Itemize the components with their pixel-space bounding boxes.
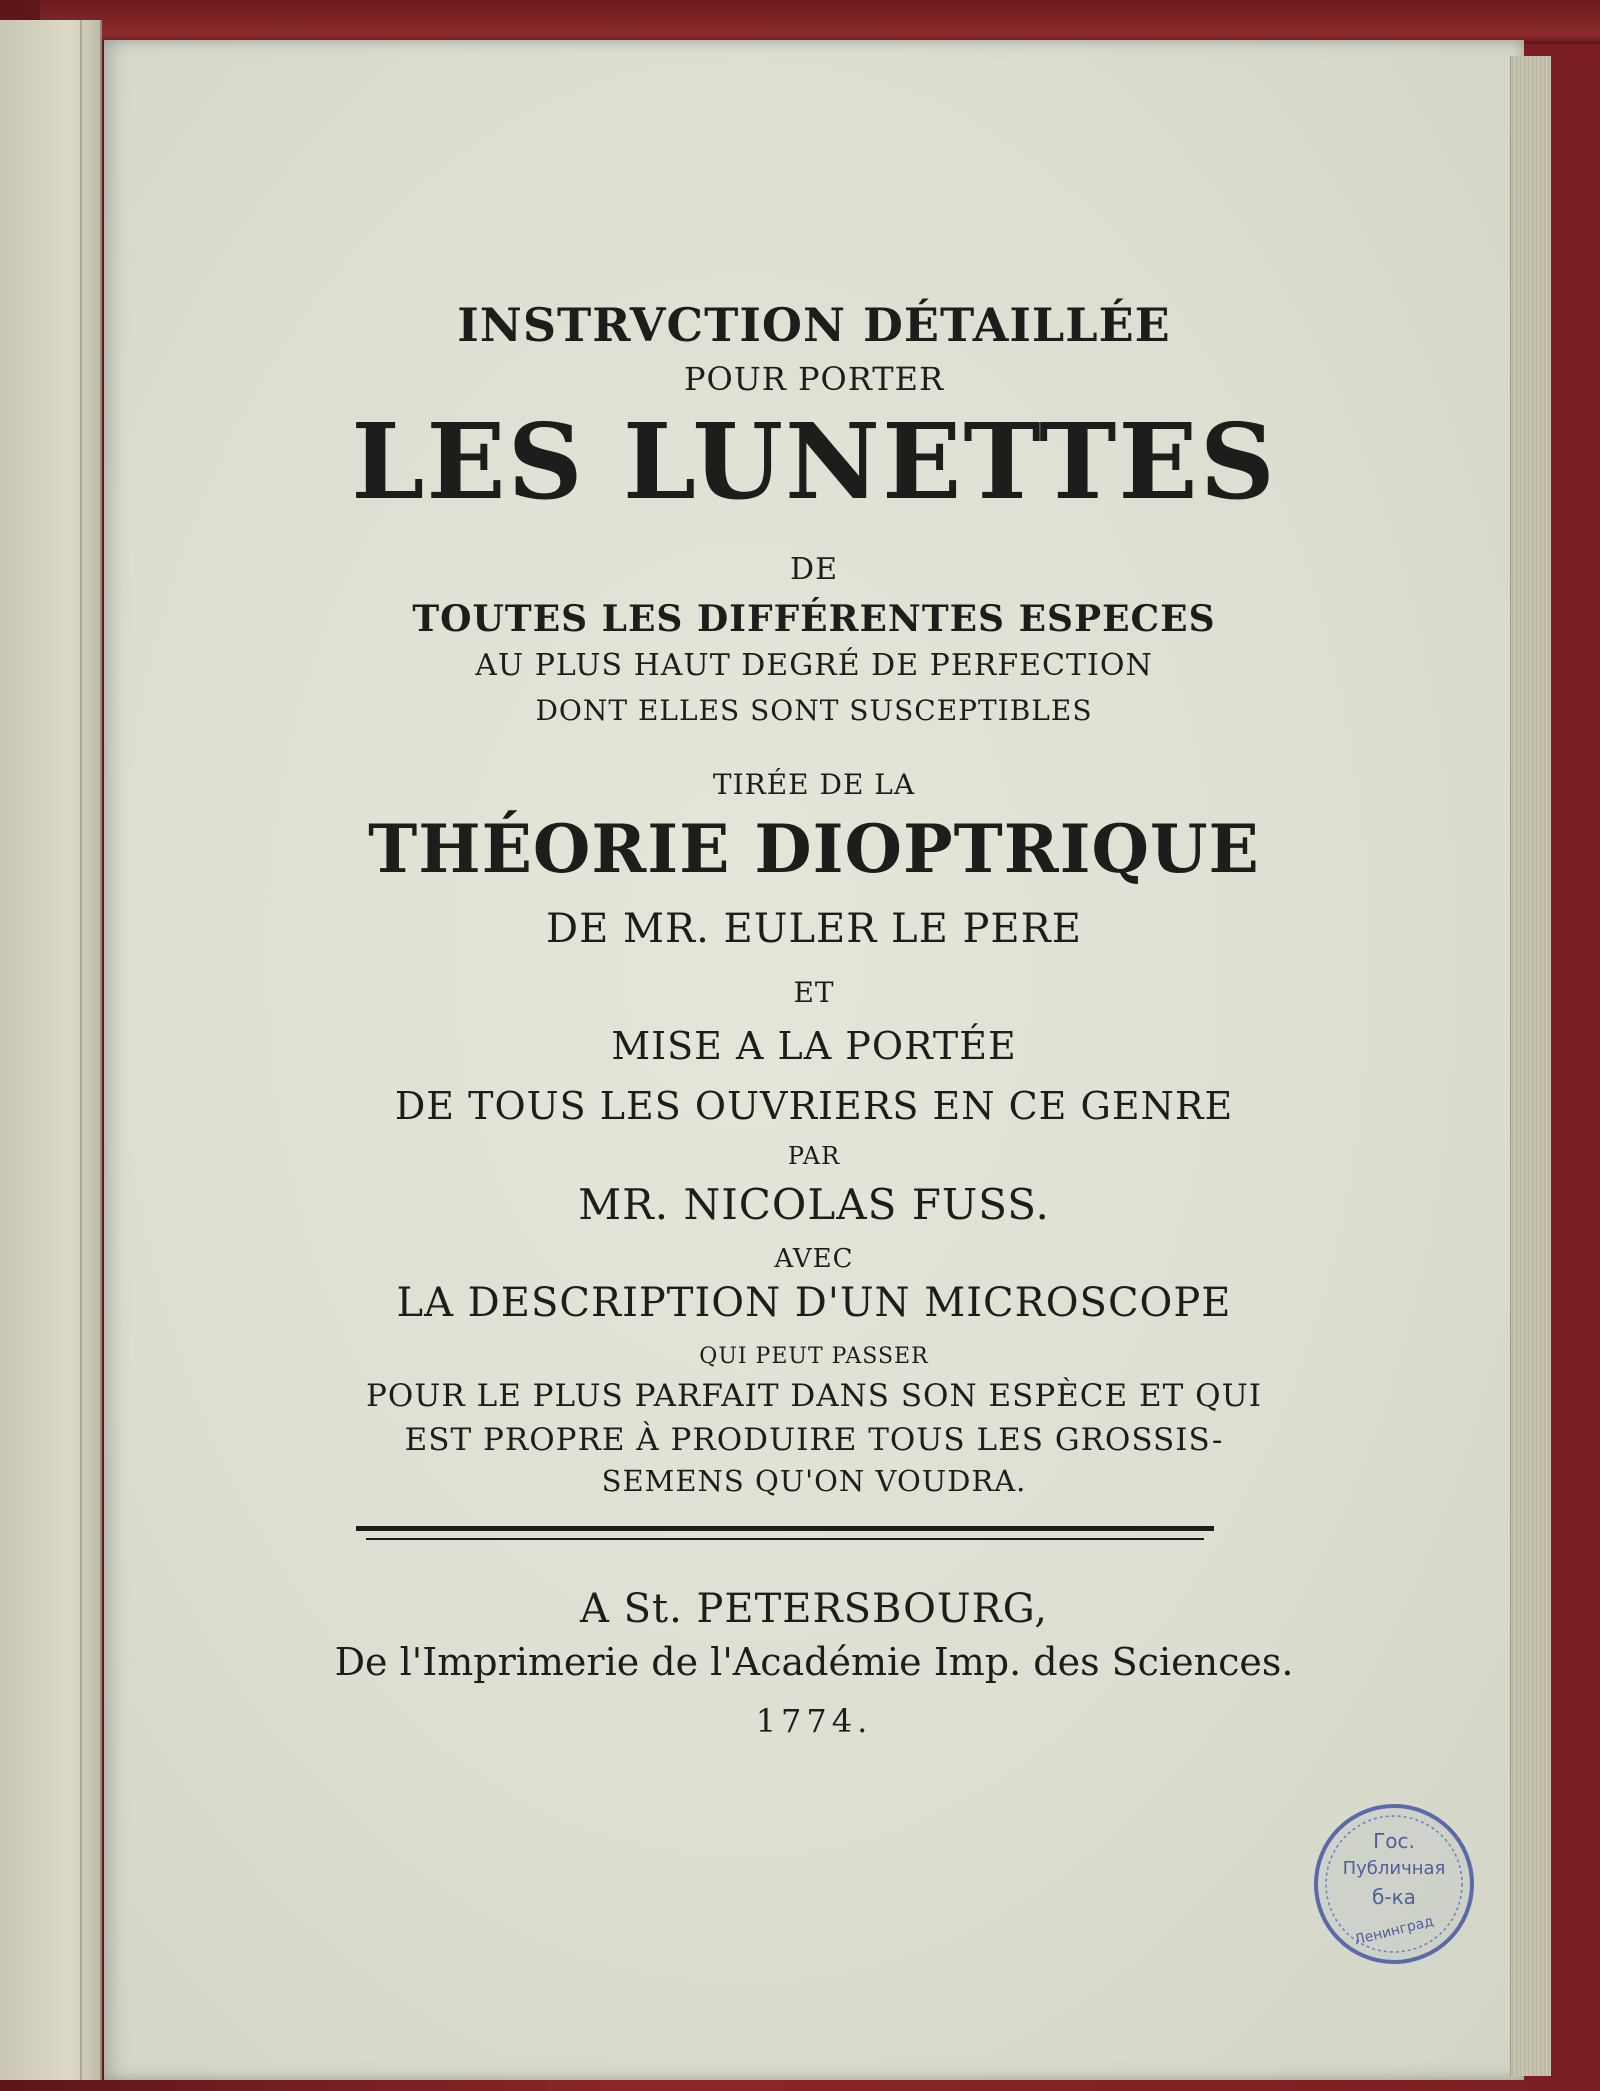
- left-page-edge: [0, 20, 102, 2080]
- decorative-rule-thin: [366, 1538, 1204, 1540]
- title-line-toutes: TOUTES LES DIFFÉRENTES ESPECES: [412, 598, 1216, 640]
- title-line-au-plus-haut: AU PLUS HAUT DEGRÉ DE PERFECTION: [475, 648, 1153, 683]
- book-binding: [40, 0, 1600, 44]
- stamp-line-1: Гос.: [1373, 1829, 1415, 1853]
- stamp-line-2: Публичная: [1342, 1858, 1446, 1879]
- title-line-pour-le-plus-parfait: POUR LE PLUS PARFAIT DANS SON ESPÈCE ET QUI: [366, 1378, 1262, 1414]
- title-line-par: PAR: [787, 1142, 841, 1170]
- title-line-les-lunettes: LES LUNETTES: [351, 400, 1277, 523]
- imprint-city: A St. PETERSBOURG,: [579, 1586, 1049, 1632]
- title-line-avec: AVEC: [774, 1244, 854, 1274]
- imprint-printer: De l'Imprimerie de l'Académie Imp. des Sciences.: [334, 1640, 1294, 1684]
- title-line-author: MR. NICOLAS FUSS.: [578, 1180, 1050, 1229]
- imprint-year: 1774.: [755, 1702, 873, 1740]
- title-line-instruction: INSTRVCTION DÉTAILLÉE: [457, 298, 1171, 352]
- stamp-line-3: б-ка: [1372, 1885, 1416, 1909]
- title-line-est-propre: EST PROPRE À PRODUIRE TOUS LES GROSSIS-: [404, 1422, 1224, 1458]
- title-line-semens: SEMENS QU'ON VOUDRA.: [601, 1464, 1027, 1498]
- title-line-dont-elles: DONT ELLES SONT SUSCEPTIBLES: [535, 694, 1093, 727]
- title-line-euler: DE MR. EULER LE PERE: [546, 906, 1082, 952]
- library-stamp: [1310, 1800, 1478, 1968]
- title-line-tiree-de-la: TIRÉE DE LA: [712, 768, 916, 801]
- title-line-mise-a-la-portee: MISE A LA PORTÉE: [611, 1024, 1017, 1068]
- title-line-qui-peut-passer: QUI PEUT PASSER: [699, 1344, 929, 1369]
- title-line-pour-porter: POUR PORTER: [683, 360, 945, 398]
- title-line-et: ET: [793, 976, 835, 1009]
- stamp-line-4: Ленинград: [1352, 1913, 1436, 1949]
- title-line-microscope: LA DESCRIPTION D'UN MICROSCOPE: [396, 1280, 1232, 1326]
- title-line-theorie-dioptrique: THÉORIE DIOPTRIQUE: [368, 810, 1260, 888]
- title-line-de: DE: [790, 552, 838, 587]
- title-line-de-tous-les-ouvriers: DE TOUS LES OUVRIERS EN CE GENRE: [394, 1084, 1234, 1128]
- decorative-rule-thick: [356, 1526, 1214, 1531]
